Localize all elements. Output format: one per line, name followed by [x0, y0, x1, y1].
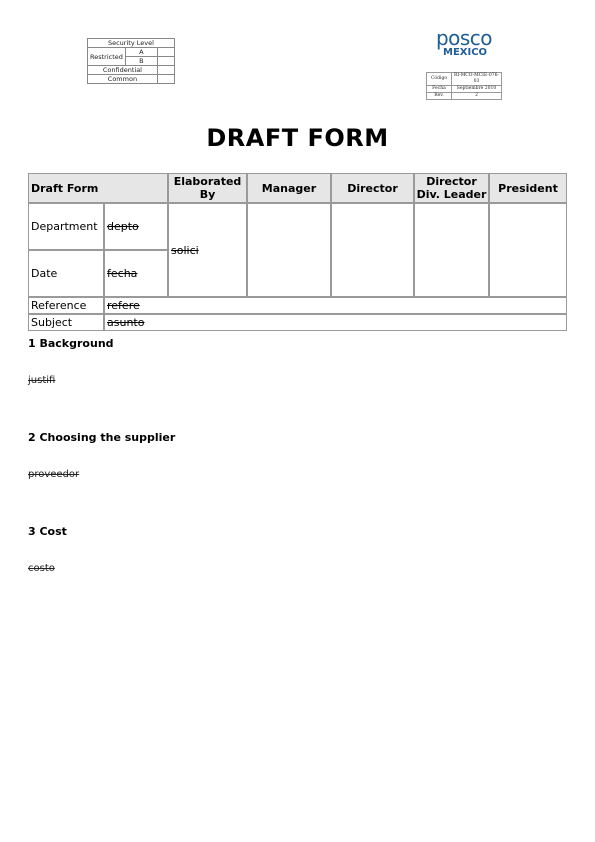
security-confidential: Confidential — [88, 66, 158, 75]
date-value[interactable]: fecha — [104, 250, 168, 297]
logo-mexico-text: MEXICO — [443, 47, 488, 58]
security-level-table — [87, 38, 175, 84]
code-value: RI-MCO-MCIE-076-03 — [452, 73, 502, 86]
subject-value[interactable]: asunto — [104, 314, 567, 331]
date-key: Fecha — [427, 86, 452, 93]
header-director: Director — [331, 173, 414, 203]
draft-form-table — [28, 173, 567, 331]
security-common-check[interactable] — [157, 75, 174, 84]
security-a: A — [125, 48, 157, 57]
posco-mexico-logo — [429, 28, 499, 58]
security-a-check[interactable] — [157, 48, 174, 57]
section-heading-supplier: 2 Choosing the supplier — [28, 431, 176, 444]
header-president: President — [489, 173, 567, 203]
header-elaborated-by: Elaborated By — [168, 173, 247, 203]
department-value[interactable]: depto — [104, 203, 168, 250]
logo-posco-text: posco — [435, 26, 493, 50]
date-value: Septiembre 2010 — [452, 86, 502, 93]
subject-label: Subject — [28, 314, 104, 331]
date-label: Date — [28, 250, 104, 297]
director-signature[interactable] — [331, 203, 414, 297]
section-heading-cost: 3 Cost — [28, 525, 67, 538]
security-confidential-check[interactable] — [157, 66, 174, 75]
security-level-header: Security Level — [88, 39, 175, 48]
header-director-div-leader: Director Div. Leader — [414, 173, 489, 203]
section-body-background[interactable]: justifi — [28, 375, 56, 386]
president-signature[interactable] — [489, 203, 567, 297]
security-b-check[interactable] — [157, 57, 174, 66]
reference-value[interactable]: refere — [104, 297, 567, 314]
section-body-cost[interactable]: costo — [28, 563, 55, 574]
page-title: DRAFT FORM — [206, 124, 389, 152]
rev-value: 2 — [452, 93, 502, 100]
rev-key: Rev. — [427, 93, 452, 100]
reference-label: Reference — [28, 297, 104, 314]
manager-signature[interactable] — [247, 203, 331, 297]
elaborated-by-signature[interactable]: solici — [168, 203, 247, 297]
section-heading-background: 1 Background — [28, 337, 114, 350]
section-body-supplier[interactable]: proveedor — [28, 469, 80, 480]
document-code-table — [426, 72, 502, 100]
security-restricted: Restricted — [88, 48, 126, 66]
department-label: Department — [28, 203, 104, 250]
security-common: Common — [88, 75, 158, 84]
security-b: B — [125, 57, 157, 66]
header-draft-form: Draft Form — [28, 173, 168, 203]
code-key: Código — [427, 73, 452, 86]
header-manager: Manager — [247, 173, 331, 203]
director-div-leader-signature[interactable] — [414, 203, 489, 297]
